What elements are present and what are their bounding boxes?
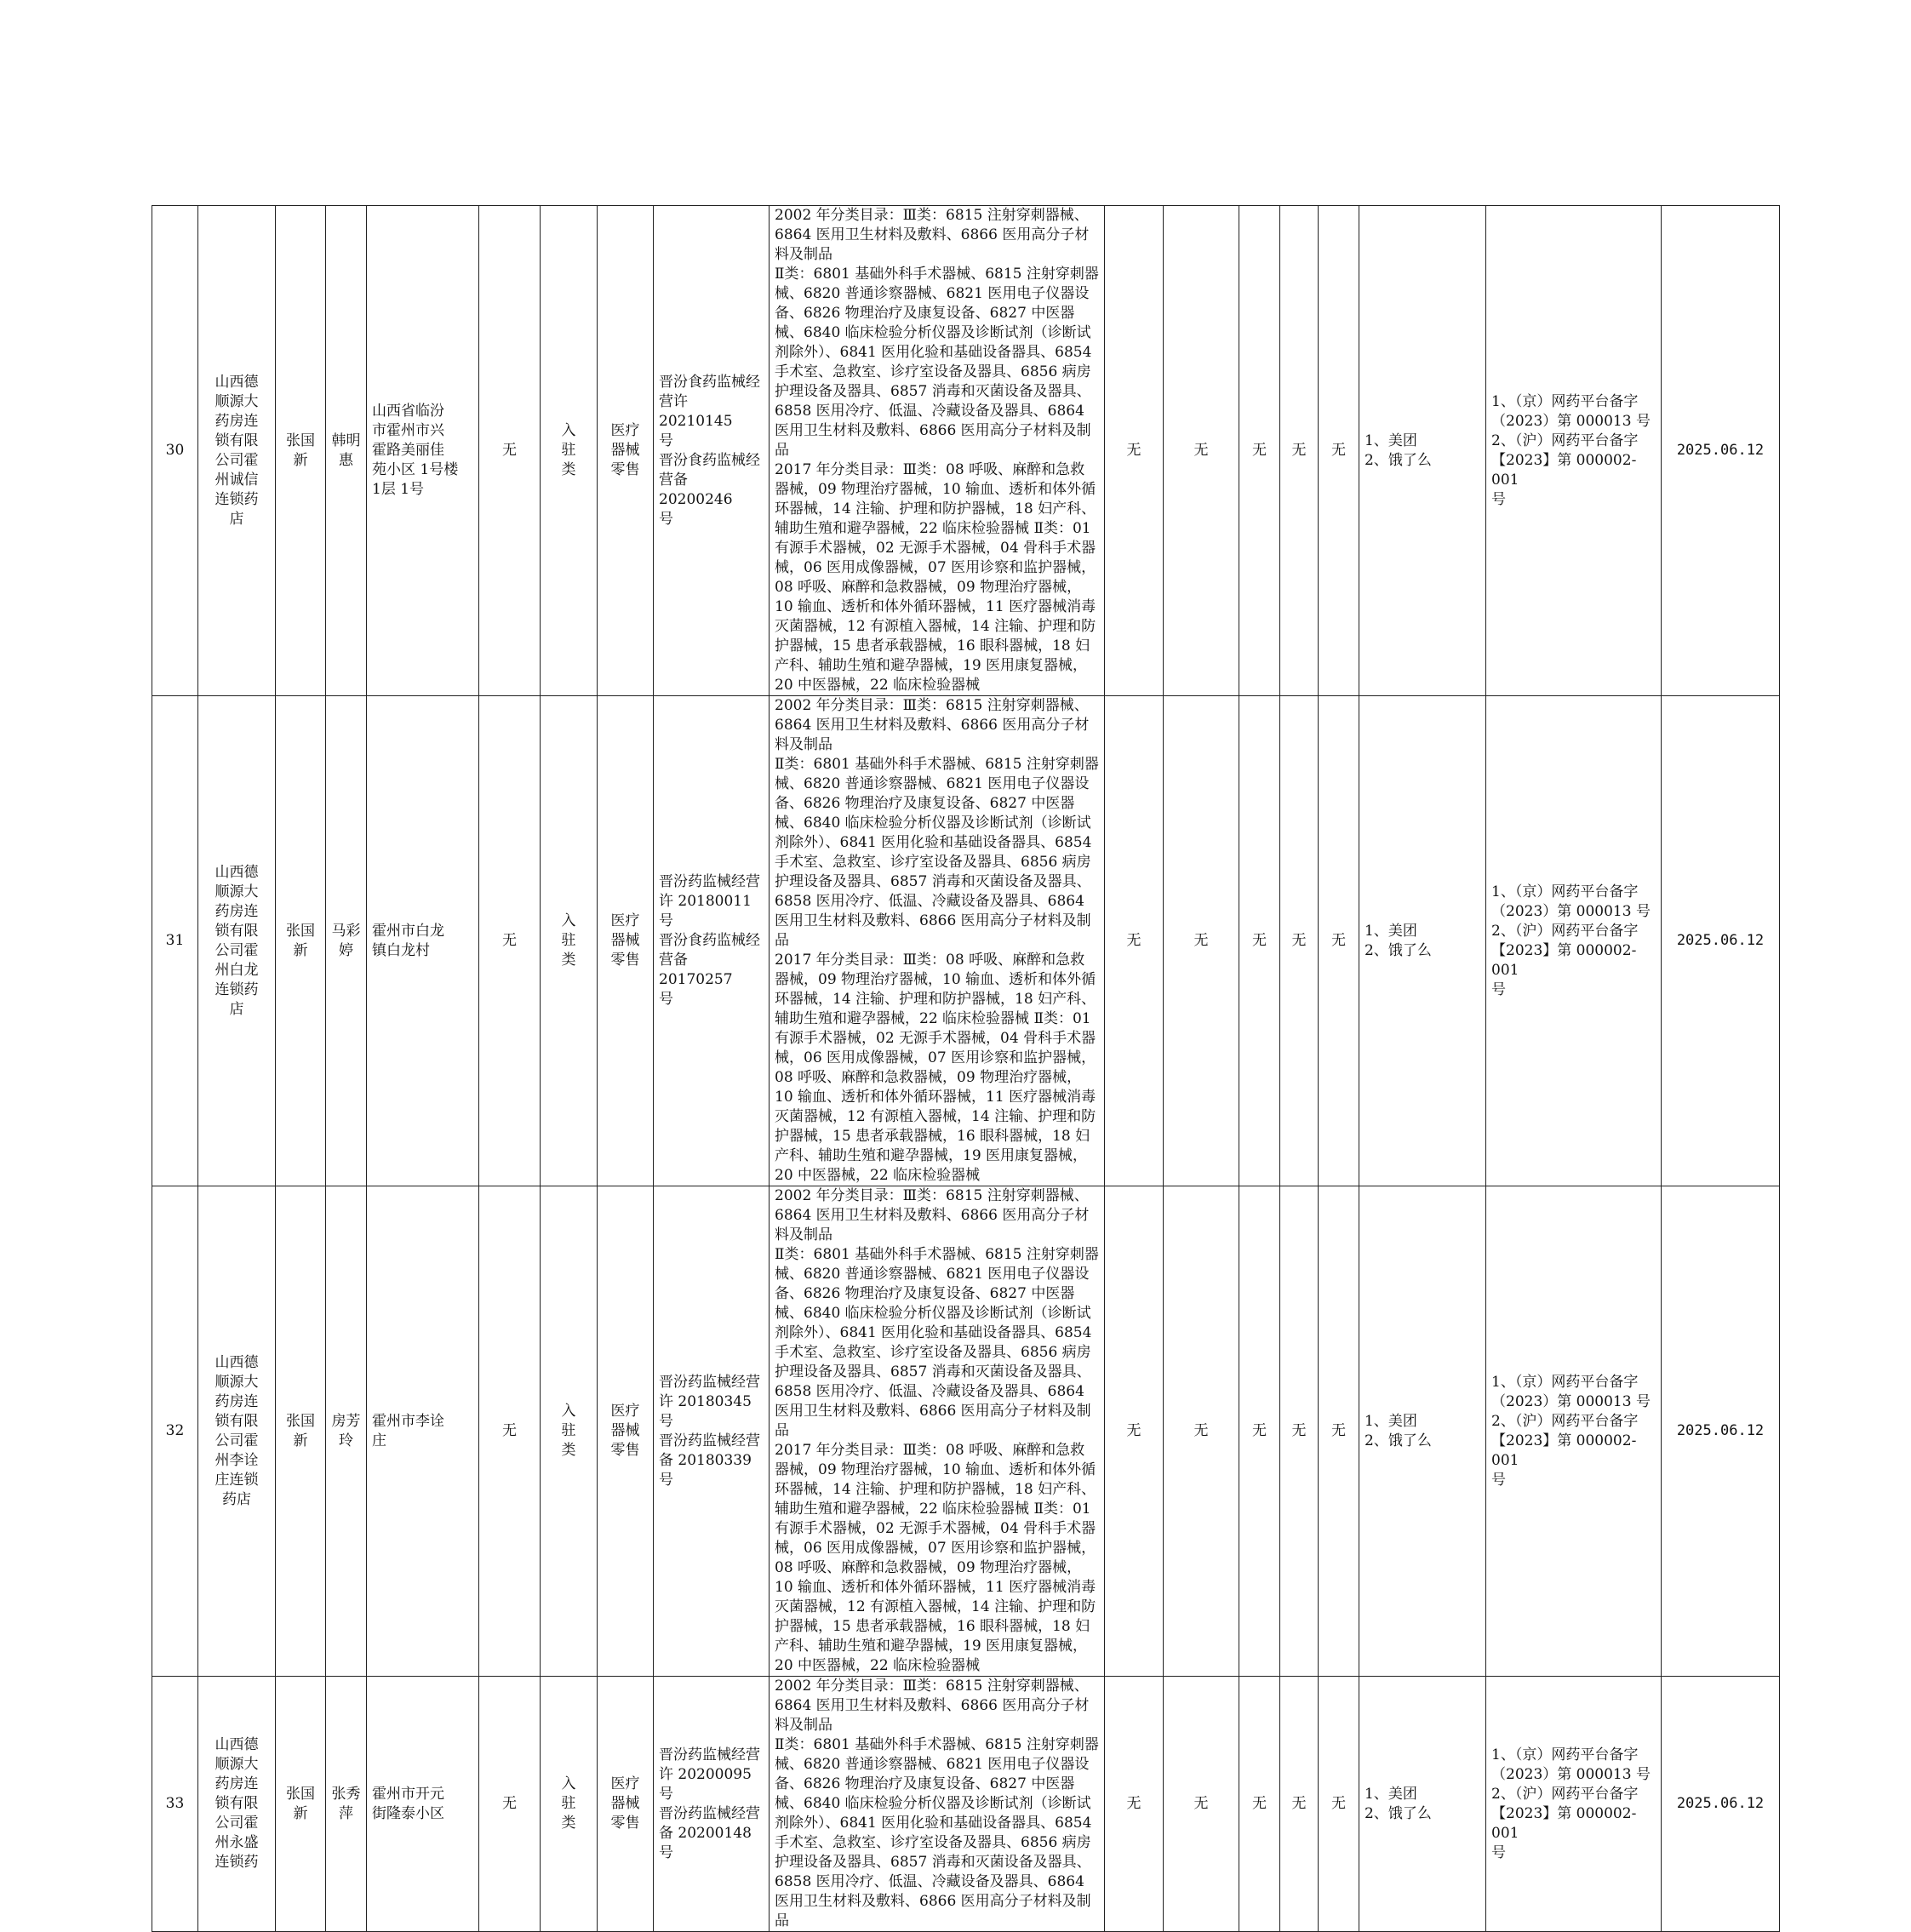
text-line: 山西德 — [215, 373, 259, 391]
text-line: 【2023】第 000002-001 — [1491, 941, 1637, 979]
business-scope: 2002 年分类目录：Ⅲ类：6815 注射穿刺器械、6864 医用卫生材料及敷料、6866 医用高分子材料及制品 Ⅱ类：6801 基础外科手术器械、6815 注射穿刺器械、6820 普通诊察器械、6821 医用电子仪器设备、6826 物理治疗及康复设备、6827 中医器械、6840 临床检验分析仪器及诊断试剂（诊断试剂除外）、6841 医用化验和基础设备器具、6854 手术室、急救室、诊疗室设备及器具、6856 病房护理设备及器具、6857 消毒和灭菌设备及器具、6858 医用冷疗、低温、冷藏设备及器具、6864 医用卫生材料及敷料、6866 医用高分子材料及制品 2017 年分类目录：Ⅲ类：08 呼吸、麻醉和急救器械，09 物理治疗器械，10 输血、透析和体外循环器械，14 注输、护理和防护器械，18 妇产科、辅助生殖和避孕器械，22 临床检验器械 Ⅱ类：01 有源手术器械，02 无源手术器械，04 骨科手术器械，06 医用成像器械，07 医用诊察和监护器械，08 呼吸、麻醉和急救器械，09 物理治疗器械，10 输血、透析和体外循环器械，11 医疗器械消毒灭菌器械，12 有源植入器械，14 注输、护理和防护器械，15 患者承载器械，16 眼科器械，18 妇产科、辅助生殖和避孕器械，19 医用康复器械，20 中医器械，22 临床检验器械 — [770, 696, 1105, 1186]
text-line: 1、（京）网药平台备字 — [1491, 883, 1639, 900]
text-line: 晋汾食药监械经 — [659, 932, 760, 949]
business-mode: 医疗器械零售 — [598, 206, 654, 696]
text-line: 晋汾药监械经营 — [659, 1432, 760, 1449]
text-line: 顺源大 — [215, 392, 259, 410]
text-line: 许 20200095 号 — [659, 1765, 752, 1803]
business-mode: 医疗器械零售 — [598, 1677, 654, 1932]
text-line: （2023）第 000013 号 — [1491, 1765, 1651, 1783]
field-none-a: 无 — [479, 206, 541, 696]
legal-representative: 张国新 — [276, 1186, 326, 1677]
store-address — [367, 696, 479, 1186]
text-line: 许 20180345 号 — [659, 1392, 752, 1430]
table-row — [152, 206, 1780, 696]
field-none-b: 无 — [1105, 206, 1164, 696]
text-line: 山西德 — [215, 1736, 259, 1753]
store-address — [367, 1186, 479, 1677]
text-line: 晋汾食药监械经 — [659, 451, 760, 469]
text-line: 霍路美丽佳 — [372, 442, 444, 459]
business-scope: 2002 年分类目录：Ⅲ类：6815 注射穿刺器械、6864 医用卫生材料及敷料、6866 医用高分子材料及制品 Ⅱ类：6801 基础外科手术器械、6815 注射穿刺器械、6820 普通诊察器械、6821 医用电子仪器设备、6826 物理治疗及康复设备、6827 中医器械、6840 临床检验分析仪器及诊断试剂（诊断试剂除外）、6841 医用化验和基础设备器具、6854 手术室、急救室、诊疗室设备及器具、6856 病房护理设备及器具、6857 消毒和灭菌设备及器具、6858 医用冷疗、低温、冷藏设备及器具、6864 医用卫生材料及敷料、6866 医用高分子材料及制品 2017 年分类目录：Ⅲ类：08 呼吸、麻醉和急救器械，09 物理治疗器械，10 输血、透析和体外循环器械，14 注输、护理和防护器械，18 妇产科、辅助生殖和避孕器械，22 临床检验器械 Ⅱ类：01 有源手术器械，02 无源手术器械，04 骨科手术器械，06 医用成像器械，07 医用诊察和监护器械，08 呼吸、麻醉和急救器械，09 物理治疗器械，10 输血、透析和体外循环器械，11 医疗器械消毒灭菌器械，12 有源植入器械，14 注输、护理和防护器械，15 患者承载器械，16 眼科器械，18 妇产科、辅助生殖和避孕器械，19 医用康复器械，20 中医器械，22 临床检验器械 — [770, 1186, 1105, 1677]
text-line: 1、美团 — [1365, 1412, 1417, 1430]
text-line: 锁有限 — [215, 922, 259, 940]
text-line: 备 20180339 号 — [659, 1451, 752, 1489]
text-line: 药房连 — [215, 902, 259, 920]
field-none-a: 无 — [479, 696, 541, 1186]
company-name — [198, 1186, 276, 1677]
text-line: 2、（沪）网药平台备字 — [1491, 432, 1639, 449]
text-line: 2、饿了么 — [1365, 1432, 1432, 1449]
text-line: 锁有限 — [215, 432, 259, 449]
field-none-e: 无 — [1280, 1677, 1319, 1932]
text-line: 备 20200148 号 — [659, 1824, 752, 1861]
text-line: 晋汾药监械经营 — [659, 1373, 760, 1391]
field-none-c: 无 — [1164, 206, 1239, 696]
platform-filing-numbers — [1486, 696, 1662, 1186]
text-line: 公司霍 — [215, 1815, 259, 1832]
text-line: 2、饿了么 — [1365, 1804, 1432, 1822]
field-none-c: 无 — [1164, 696, 1239, 1186]
text-line: 公司霍 — [215, 941, 259, 959]
entry-type: 入驻类 — [541, 1186, 598, 1677]
third-party-platforms — [1359, 1186, 1486, 1677]
company-name — [198, 206, 276, 696]
text-line: 州李诠 — [215, 1451, 259, 1469]
field-none-f: 无 — [1319, 1677, 1359, 1932]
text-line: 镇白龙村 — [372, 941, 430, 959]
text-line: （2023）第 000013 号 — [1491, 412, 1651, 430]
text-line: 连锁药 — [215, 490, 259, 508]
text-line: 2、饿了么 — [1365, 451, 1432, 469]
text-line: 药房连 — [215, 412, 259, 430]
text-line: 连锁药 — [215, 980, 259, 998]
text-line: 1、美团 — [1365, 922, 1417, 940]
text-line: 2、（沪）网药平台备字 — [1491, 1412, 1639, 1430]
business-mode: 医疗器械零售 — [598, 696, 654, 1186]
record-date: 2025.06.12 — [1662, 1186, 1780, 1677]
text-line: 店 — [229, 510, 244, 528]
field-none-d: 无 — [1239, 206, 1280, 696]
text-line: 号 — [1491, 980, 1506, 998]
text-line: 1、（京）网药平台备字 — [1491, 392, 1639, 410]
text-line: 【2023】第 000002-001 — [1491, 1804, 1637, 1842]
entry-type: 入驻类 — [541, 1677, 598, 1932]
business-scope: 2002 年分类目录：Ⅲ类：6815 注射穿刺器械、6864 医用卫生材料及敷料、6866 医用高分子材料及制品 Ⅱ类：6801 基础外科手术器械、6815 注射穿刺器械、6820 普通诊察器械、6821 医用电子仪器设备、6826 物理治疗及康复设备、6827 中医器械、6840 临床检验分析仪器及诊断试剂（诊断试剂除外）、6841 医用化验和基础设备器具、6854 手术室、急救室、诊疗室设备及器具、6856 病房护理设备及器具、6857 消毒和灭菌设备及器具、6858 医用冷疗、低温、冷藏设备及器具、6864 医用卫生材料及敷料、6866 医用高分子材料及制品 2017 年分类目录：Ⅲ类：08 呼吸、麻醉和急救器械，09 物理治疗器械，10 输血、透析和体外循环器械，14 注输、护理和防护器械，18 妇产科、辅助生殖和避孕器械，22 临床检验器械 Ⅱ类：01 有源手术器械，02 无源手术器械，04 骨科手术器械，06 医用成像器械，07 医用诊察和监护器械，08 呼吸、麻醉和急救器械，09 物理治疗器械，10 输血、透析和体外循环器械，11 医疗器械消毒灭菌器械，12 有源植入器械，14 注输、护理和防护器械，15 患者承载器械，16 眼科器械，18 妇产科、辅助生殖和避孕器械，19 医用康复器械，20 中医器械，22 临床检验器械 — [770, 206, 1105, 696]
text-line: 锁有限 — [215, 1795, 259, 1812]
legal-representative: 张国新 — [276, 206, 326, 696]
text-line: 号 — [1491, 1471, 1506, 1489]
license-numbers — [654, 206, 770, 696]
row-number: 32 — [152, 1186, 198, 1677]
field-none-e: 无 — [1280, 1186, 1319, 1677]
company-name — [198, 1677, 276, 1932]
field-none-c: 无 — [1164, 1677, 1239, 1932]
license-numbers — [654, 696, 770, 1186]
field-none-e: 无 — [1280, 696, 1319, 1186]
text-line: 霍州市开元 — [372, 1785, 444, 1803]
text-line: 【2023】第 000002-001 — [1491, 451, 1637, 489]
text-line: 药房连 — [215, 1775, 259, 1792]
entry-type: 入驻类 — [541, 206, 598, 696]
text-line: 药店 — [222, 1490, 251, 1508]
text-line: 号 — [659, 432, 673, 449]
store-address — [367, 1677, 479, 1932]
third-party-platforms — [1359, 1677, 1486, 1932]
text-line: 1、美团 — [1365, 1785, 1417, 1803]
field-none-b: 无 — [1105, 1186, 1164, 1677]
table-row — [152, 1677, 1780, 1932]
table-row — [152, 696, 1780, 1186]
text-line: 顺源大 — [215, 1373, 259, 1391]
field-none-a: 无 — [479, 1186, 541, 1677]
record-date: 2025.06.12 — [1662, 1677, 1780, 1932]
text-line: 庄连锁 — [215, 1471, 259, 1489]
business-mode: 医疗器械零售 — [598, 1186, 654, 1677]
text-line: 1、（京）网药平台备字 — [1491, 1373, 1639, 1391]
text-line: 2、饿了么 — [1365, 941, 1432, 959]
entry-type: 入驻类 — [541, 696, 598, 1186]
text-line: 街隆泰小区 — [372, 1804, 444, 1822]
third-party-platforms — [1359, 206, 1486, 696]
text-line: 苑小区 1号楼 — [372, 461, 459, 478]
field-none-e: 无 — [1280, 206, 1319, 696]
field-none-b: 无 — [1105, 696, 1164, 1186]
text-line: 晋汾食药监械经 — [659, 373, 760, 391]
legal-representative: 张国新 — [276, 696, 326, 1186]
text-line: 顺源大 — [215, 883, 259, 900]
company-name — [198, 696, 276, 1186]
text-line: 许 20180011 号 — [659, 893, 752, 929]
platform-filing-numbers — [1486, 206, 1662, 696]
text-line: 营备 20170257 — [659, 952, 733, 988]
text-line: 顺源大 — [215, 1756, 259, 1773]
text-line: 州诚信 — [215, 471, 259, 489]
row-number: 33 — [152, 1677, 198, 1932]
text-line: 公司霍 — [215, 451, 259, 469]
text-line: 号 — [659, 991, 673, 1008]
store-manager: 韩明惠 — [326, 206, 367, 696]
registry-table — [152, 205, 1780, 1932]
platform-filing-numbers — [1486, 1186, 1662, 1677]
text-line: 市霍州市兴 — [372, 422, 444, 439]
text-line: 庄 — [372, 1432, 386, 1449]
field-none-c: 无 — [1164, 1186, 1239, 1677]
table-row — [152, 1186, 1780, 1677]
text-line: 号 — [659, 510, 673, 528]
row-number: 31 — [152, 696, 198, 1186]
text-line: 药房连 — [215, 1392, 259, 1410]
field-none-b: 无 — [1105, 1677, 1164, 1932]
text-line: 【2023】第 000002-001 — [1491, 1432, 1637, 1469]
text-line: 公司霍 — [215, 1432, 259, 1449]
text-line: 山西德 — [215, 863, 259, 881]
text-line: 连锁药 — [215, 1854, 259, 1871]
text-line: 店 — [229, 1000, 244, 1018]
text-line: 州永盛 — [215, 1834, 259, 1851]
store-manager: 房芳玲 — [326, 1186, 367, 1677]
text-line: （2023）第 000013 号 — [1491, 1392, 1651, 1410]
text-line: 1、（京）网药平台备字 — [1491, 1746, 1639, 1763]
text-line: 锁有限 — [215, 1412, 259, 1430]
text-line: 晋汾药监械经营 — [659, 873, 760, 890]
legal-representative: 张国新 — [276, 1677, 326, 1932]
field-none-d: 无 — [1239, 1677, 1280, 1932]
store-manager: 张秀萍 — [326, 1677, 367, 1932]
business-scope: 2002 年分类目录：Ⅲ类：6815 注射穿刺器械、6864 医用卫生材料及敷料、6866 医用高分子材料及制品 Ⅱ类：6801 基础外科手术器械、6815 注射穿刺器械、6820 普通诊察器械、6821 医用电子仪器设备、6826 物理治疗及康复设备、6827 中医器械、6840 临床检验分析仪器及诊断试剂（诊断试剂除外）、6841 医用化验和基础设备器具、6854 手术室、急救室、诊疗室设备及器具、6856 病房护理设备及器具、6857 消毒和灭菌设备及器具、6858 医用冷疗、低温、冷藏设备及器具、6864 医用卫生材料及敷料、6866 医用高分子材料及制品 — [770, 1677, 1105, 1932]
text-line: 山西省临汾 — [372, 403, 444, 420]
record-date: 2025.06.12 — [1662, 206, 1780, 696]
field-none-f: 无 — [1319, 696, 1359, 1186]
text-line: 1、美团 — [1365, 432, 1417, 449]
text-line: 2、（沪）网药平台备字 — [1491, 922, 1639, 940]
record-date: 2025.06.12 — [1662, 696, 1780, 1186]
row-number: 30 — [152, 206, 198, 696]
field-none-f: 无 — [1319, 1186, 1359, 1677]
store-manager: 马彩婷 — [326, 696, 367, 1186]
field-none-f: 无 — [1319, 206, 1359, 696]
field-none-a: 无 — [479, 1677, 541, 1932]
text-line: 山西德 — [215, 1353, 259, 1371]
text-line: 州白龙 — [215, 961, 259, 979]
text-line: 1层 1号 — [372, 481, 425, 498]
field-none-d: 无 — [1239, 696, 1280, 1186]
text-line: 2、（沪）网药平台备字 — [1491, 1785, 1639, 1803]
platform-filing-numbers — [1486, 1677, 1662, 1932]
text-line: 霍州市白龙 — [372, 922, 444, 940]
license-numbers — [654, 1186, 770, 1677]
text-line: 号 — [1491, 1843, 1506, 1861]
third-party-platforms — [1359, 696, 1486, 1186]
field-none-d: 无 — [1239, 1186, 1280, 1677]
text-line: 营备 20200246 — [659, 471, 733, 508]
text-line: 霍州市李诠 — [372, 1412, 444, 1430]
store-address — [367, 206, 479, 696]
license-numbers — [654, 1677, 770, 1932]
text-line: 号 — [1491, 490, 1506, 508]
text-line: 晋汾药监械经营 — [659, 1746, 760, 1763]
text-line: 营许 20210145 — [659, 392, 733, 430]
text-line: （2023）第 000013 号 — [1491, 902, 1651, 920]
text-line: 晋汾药监械经营 — [659, 1804, 760, 1822]
